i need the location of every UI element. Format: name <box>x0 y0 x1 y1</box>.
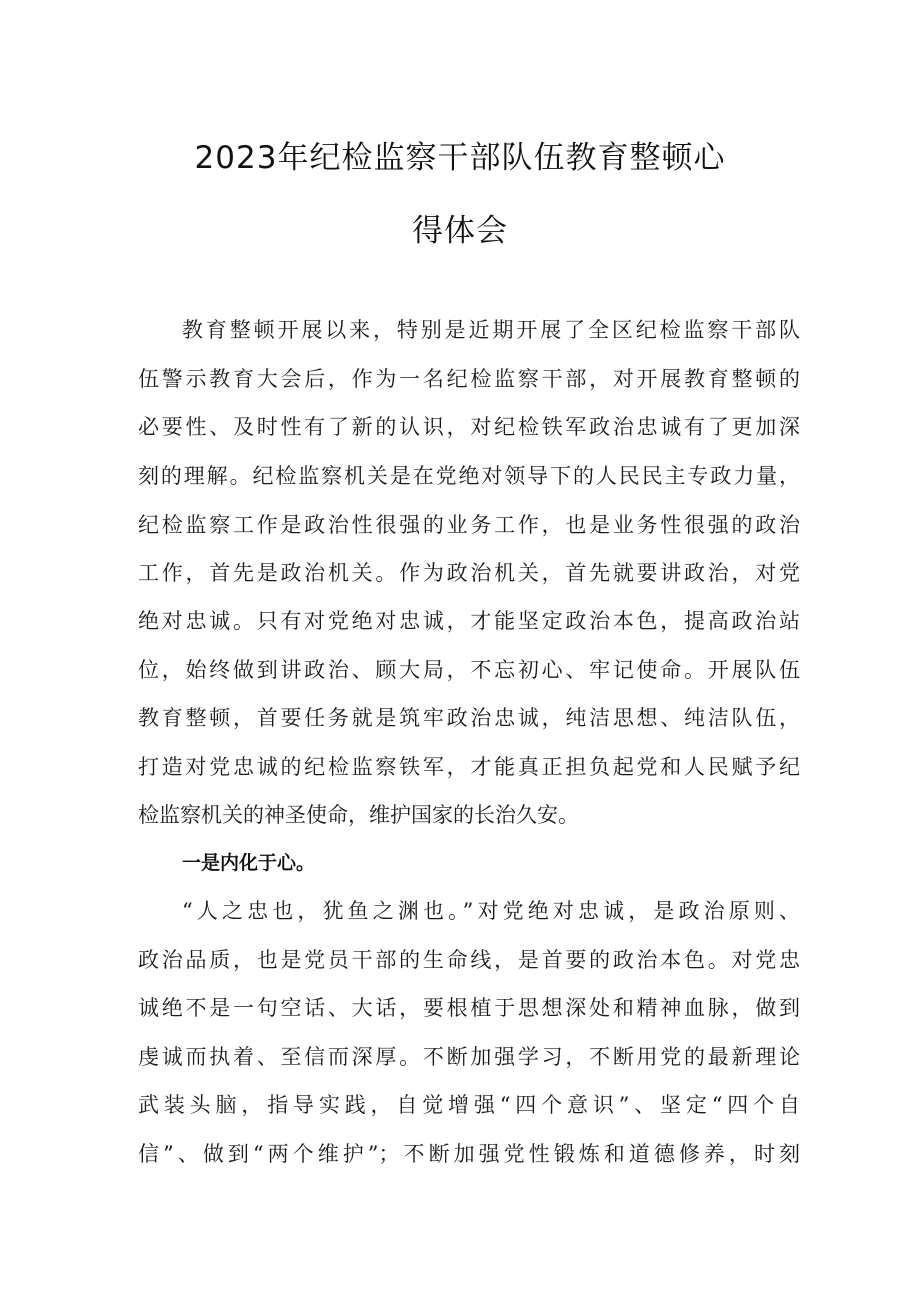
paragraph-2-line-4: 虔诚而执着、至信而深厚。不断加强学习，不断用党的最新理论 <box>138 1045 800 1069</box>
paragraph-2-line-1: “人之忠也，犹鱼之渊也。”对党绝对忠诚，是政治原则、 <box>182 899 800 923</box>
paragraph-1-line-10: 打造对党忠诚的纪检监察铁军，才能真正担负起党和人民赋予纪 <box>138 755 800 779</box>
paragraph-1-line-2: 伍警示教育大会后，作为一名纪检监察干部，对开展教育整顿的 <box>138 367 800 391</box>
paragraph-1-line-6: 工作，首先是政治机关。作为政治机关，首先就要讲政治，对党 <box>138 561 800 585</box>
paragraph-1-line-11: 检监察机关的神圣使命，维护国家的长治久安。 <box>138 803 579 827</box>
document-title-line-1: 2023年纪检监察干部队伍教育整顿心 <box>194 140 726 176</box>
document-title-line-2: 得体会 <box>412 213 508 249</box>
paragraph-2-line-2: 政治品质，也是党员干部的生命线，是首要的政治本色。对党忠 <box>138 948 800 972</box>
paragraph-1-line-4: 刻的理解。纪检监察机关是在党绝对领导下的人民民主专政力量， <box>138 464 800 488</box>
paragraph-1-line-7: 绝对忠诚。只有对党绝对忠诚，才能坚定政治本色，提高政治站 <box>138 609 800 633</box>
section-heading-1: 一是内化于心。 <box>182 852 316 874</box>
paragraph-2-line-3: 诚绝不是一句空话、大话，要根植于思想深处和精神血脉，做到 <box>138 996 800 1020</box>
paragraph-1-line-5: 纪检监察工作是政治性很强的业务工作，也是业务性很强的政治 <box>138 513 800 537</box>
paragraph-1-line-1: 教育整顿开展以来，特别是近期开展了全区纪检监察干部队 <box>182 318 800 342</box>
paragraph-2-line-5: 武装头脑，指导实践，自觉增强“四个意识”、坚定“四个自 <box>138 1093 800 1117</box>
paragraph-1-line-3: 必要性、及时性有了新的认识，对纪检铁军政治忠诚有了更加深 <box>138 415 800 439</box>
paragraph-2-line-6: 信”、做到“两个维护”；不断加强党性锻炼和道德修养，时刻 <box>138 1142 800 1166</box>
paragraph-1-line-8: 位，始终做到讲政治、顾大局，不忘初心、牢记使命。开展队伍 <box>138 658 800 682</box>
paragraph-1-line-9: 教育整顿，首要任务就是筑牢政治忠诚，纯洁思想、纯洁队伍， <box>138 706 800 730</box>
